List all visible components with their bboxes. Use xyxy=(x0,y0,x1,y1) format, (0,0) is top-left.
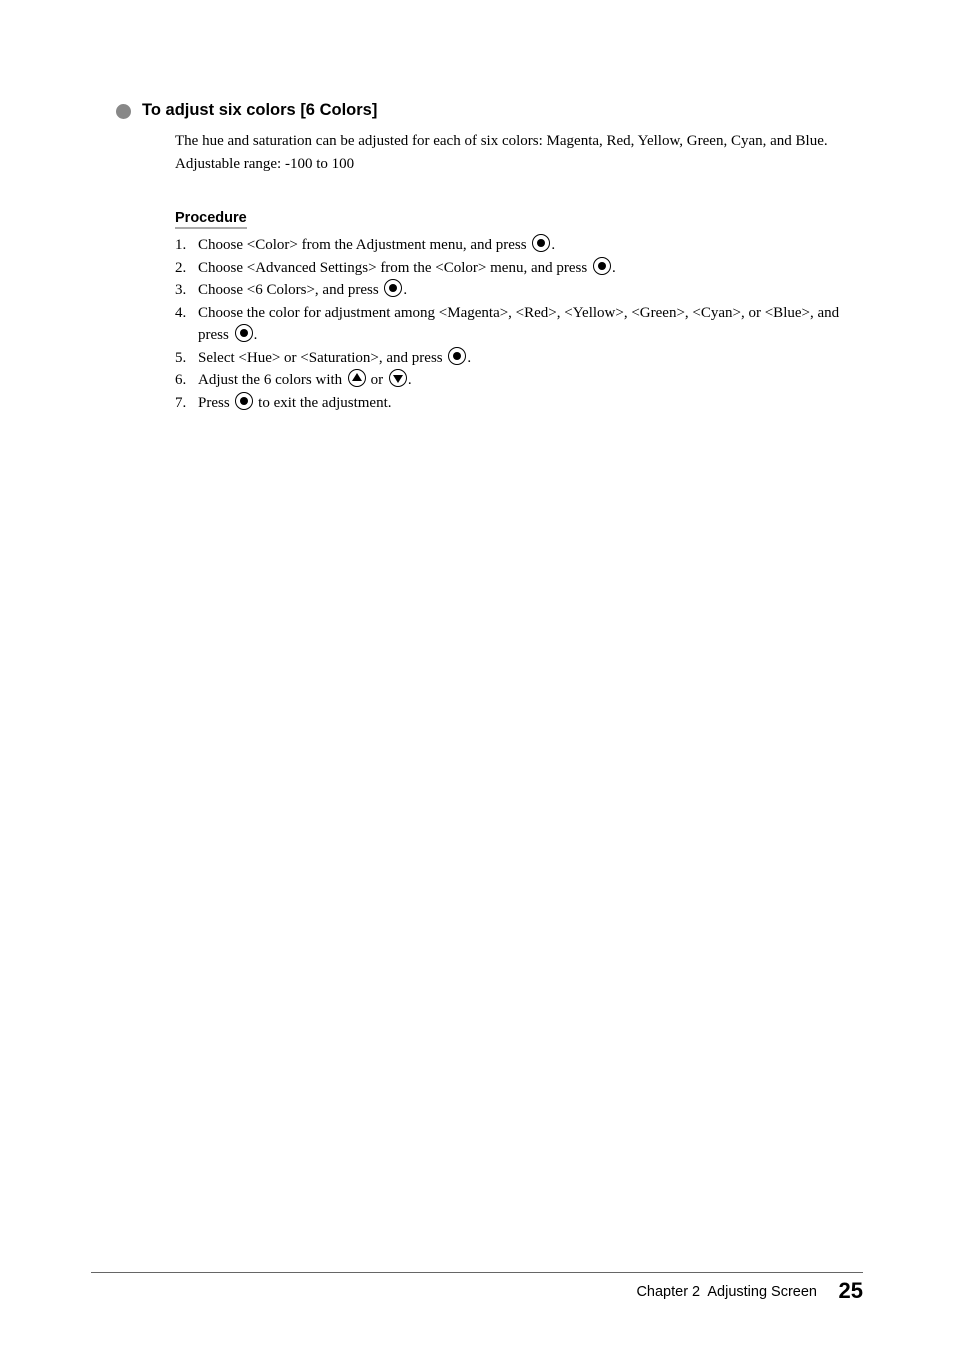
step-number: 4. xyxy=(175,304,187,321)
procedure-step xyxy=(175,257,861,280)
procedure-steps xyxy=(175,234,861,414)
footer-chapter: Chapter 2 Adjusting Screen xyxy=(636,1284,817,1300)
page-number: 25 xyxy=(838,1278,863,1303)
procedure-step xyxy=(175,302,861,347)
step-text: Choose <6 Colors>, and press xyxy=(198,282,379,298)
section-heading: To adjust six colors [6 Colors] xyxy=(142,101,378,119)
step-text-end: to exit the adjustment. xyxy=(258,394,392,411)
footer-divider xyxy=(91,1272,863,1273)
enter-button-icon xyxy=(235,324,253,342)
step-text-end: . xyxy=(253,327,258,343)
enter-button-icon xyxy=(593,257,611,275)
enter-button-icon xyxy=(448,347,466,365)
intro-text xyxy=(175,130,861,175)
step-text: Choose <Advanced Settings> from the <Color> menu, and press xyxy=(198,259,588,276)
enter-button-icon xyxy=(384,279,402,297)
step-text-end: . xyxy=(611,259,616,276)
step-text: Adjust the 6 colors with xyxy=(198,372,343,388)
enter-button-icon xyxy=(532,234,550,252)
intro-range: Adjustable range: -100 to 100 xyxy=(175,155,355,172)
procedure-step xyxy=(175,279,861,302)
procedure-step xyxy=(175,369,861,392)
step-text-end: . xyxy=(467,349,472,366)
step-text-or: or xyxy=(370,372,384,388)
up-button-icon xyxy=(348,369,366,387)
step-text: Choose <Color> from the Adjustment menu, and press xyxy=(198,237,527,253)
enter-button-icon xyxy=(235,392,253,410)
step-number: 7. xyxy=(175,394,187,411)
step-text-end: . xyxy=(403,282,408,298)
procedure-label: Procedure xyxy=(175,209,247,229)
step-number: 3. xyxy=(175,282,187,298)
step-text-end: . xyxy=(407,372,412,388)
procedure-step xyxy=(175,392,861,415)
section-bullet-icon xyxy=(116,104,131,119)
procedure-step xyxy=(175,234,861,257)
step-text-end: . xyxy=(551,237,556,253)
down-button-icon xyxy=(389,369,407,387)
step-number: 5. xyxy=(175,349,187,366)
procedure-step xyxy=(175,347,861,370)
step-text: Press xyxy=(198,394,230,411)
intro-description: The hue and saturation can be adjusted for each of six colors: Magenta, Red, Yellow, Green, Cyan, and Blue. xyxy=(175,133,828,149)
step-number: 6. xyxy=(175,372,187,388)
step-text: Choose the color for adjustment among <Magenta>, <Red>, <Yellow>, <Green>, <Cyan>, or <Blue>, and press xyxy=(198,304,840,343)
step-number: 2. xyxy=(175,259,187,276)
step-number: 1. xyxy=(175,237,187,253)
step-text: Select <Hue> or <Saturation>, and press xyxy=(198,349,443,366)
